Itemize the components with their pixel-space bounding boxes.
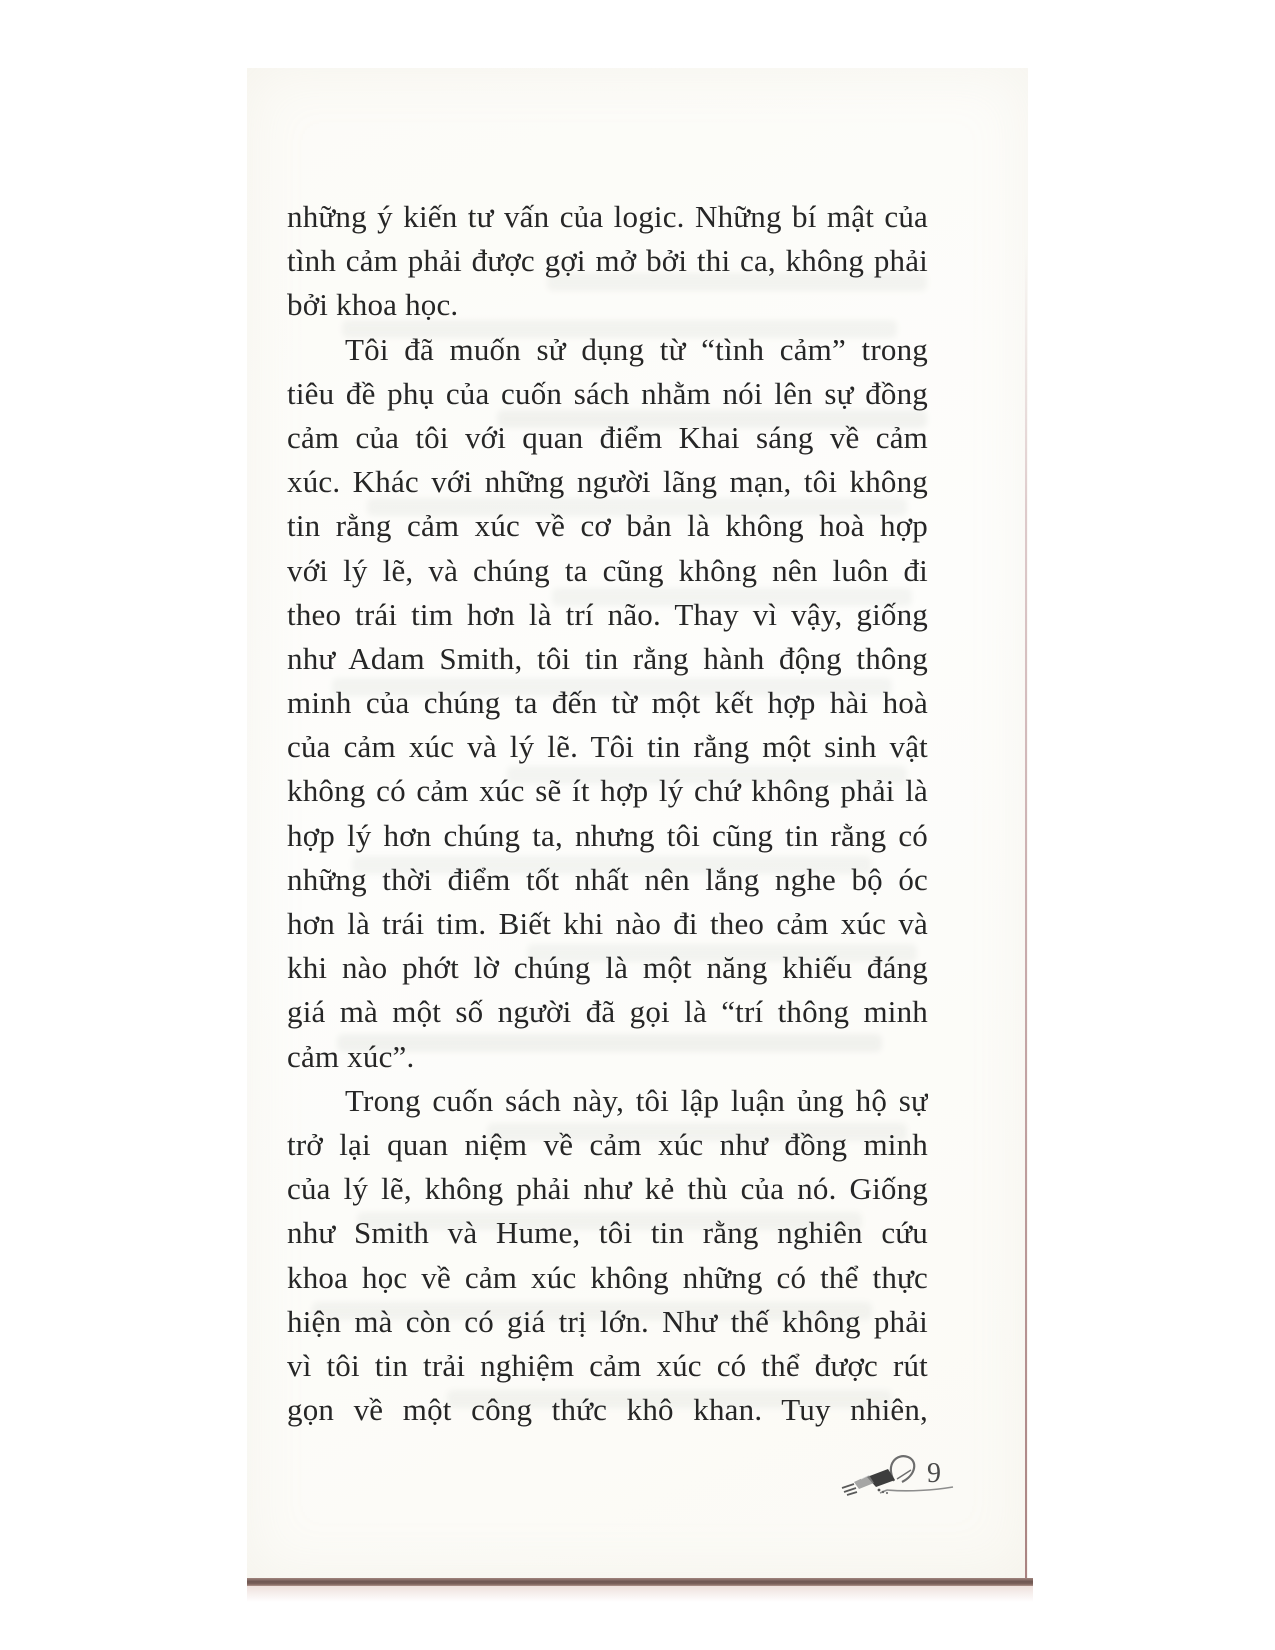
body-text	[287, 195, 928, 1432]
text-line: minh của chúng ta đến từ một kết hợp hài hoà	[287, 685, 928, 721]
text-line: hợp lý hơn chúng ta, nhưng tôi cũng tin rằng có	[287, 817, 928, 853]
text-line: xúc. Khác với những người lãng mạn, tôi không	[287, 464, 928, 500]
text-line: không có cảm xúc sẽ ít hợp lý chứ không phải là	[287, 773, 928, 809]
book-edge-band	[247, 1578, 1033, 1586]
text-line: hiện mà còn có giá trị lớn. Như thế không phải	[287, 1303, 928, 1339]
book-edge-shadow	[247, 1586, 1033, 1602]
text-line: giá mà một số người đã gọi là “trí thông minh	[287, 994, 928, 1030]
text-line: tiêu đề phụ của cuốn sách nhằm nói lên sự đồng	[287, 375, 928, 411]
text-line: khoa học về cảm xúc không những có thể thực	[287, 1259, 928, 1295]
text-line: với lý lẽ, và chúng ta cũng không nên luôn đi	[287, 552, 928, 588]
text-line: của lý lẽ, không phải như kẻ thù của nó. Giống	[287, 1171, 928, 1207]
text-line: cảm xúc”.	[287, 1038, 415, 1074]
text-line: như Smith và Hume, tôi tin rằng nghiên cứu	[287, 1215, 928, 1251]
text-line: cảm của tôi với quan điểm Khai sáng về cảm	[287, 419, 928, 455]
text-line: Trong cuốn sách này, tôi lập luận ủng hộ sự	[345, 1082, 928, 1118]
text-line: hơn là trái tim. Biết khi nào đi theo cảm xúc và	[287, 906, 928, 941]
text-line: như Adam Smith, tôi tin rằng hành động thông	[287, 640, 928, 676]
text-line: Tôi đã muốn sử dụng từ “tình cảm” trong	[345, 331, 928, 367]
page-edge-line	[1025, 248, 1027, 1578]
text-line: gọn về một công thức khô khan. Tuy nhiên,	[287, 1392, 928, 1428]
text-line: theo trái tim hơn là trí não. Thay vì vậy, giống	[287, 596, 928, 632]
text-line: những thời điểm tốt nhất nên lắng nghe bộ óc	[287, 861, 928, 897]
text-line: vì tôi tin trải nghiệm cảm xúc có thể được rút	[287, 1347, 928, 1383]
text-line: khi nào phớt lờ chúng là một năng khiếu đáng	[287, 950, 928, 986]
text-line: bởi khoa học.	[287, 287, 459, 323]
text-line: những ý kiến tư vấn của logic. Những bí mật của	[287, 199, 928, 234]
text-line: trở lại quan niệm về cảm xúc như đồng minh	[287, 1126, 928, 1162]
text-line: tin rằng cảm xúc về cơ bản là không hoà hợp	[287, 508, 928, 544]
text-line: của cảm xúc và lý lẽ. Tôi tin rằng một sinh vật	[287, 729, 928, 765]
page-scan-area	[247, 68, 1028, 1578]
page-number: 9	[927, 1458, 941, 1489]
text-line: tình cảm phải được gợi mở bởi thi ca, không phải	[287, 243, 928, 279]
